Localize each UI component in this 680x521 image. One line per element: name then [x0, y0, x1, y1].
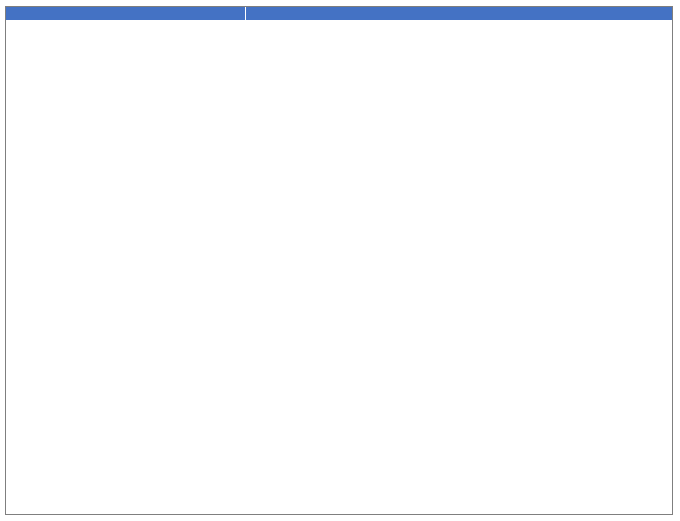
column-title-all	[246, 7, 672, 20]
map-title	[6, 7, 245, 20]
return-forecast-map	[5, 6, 673, 515]
